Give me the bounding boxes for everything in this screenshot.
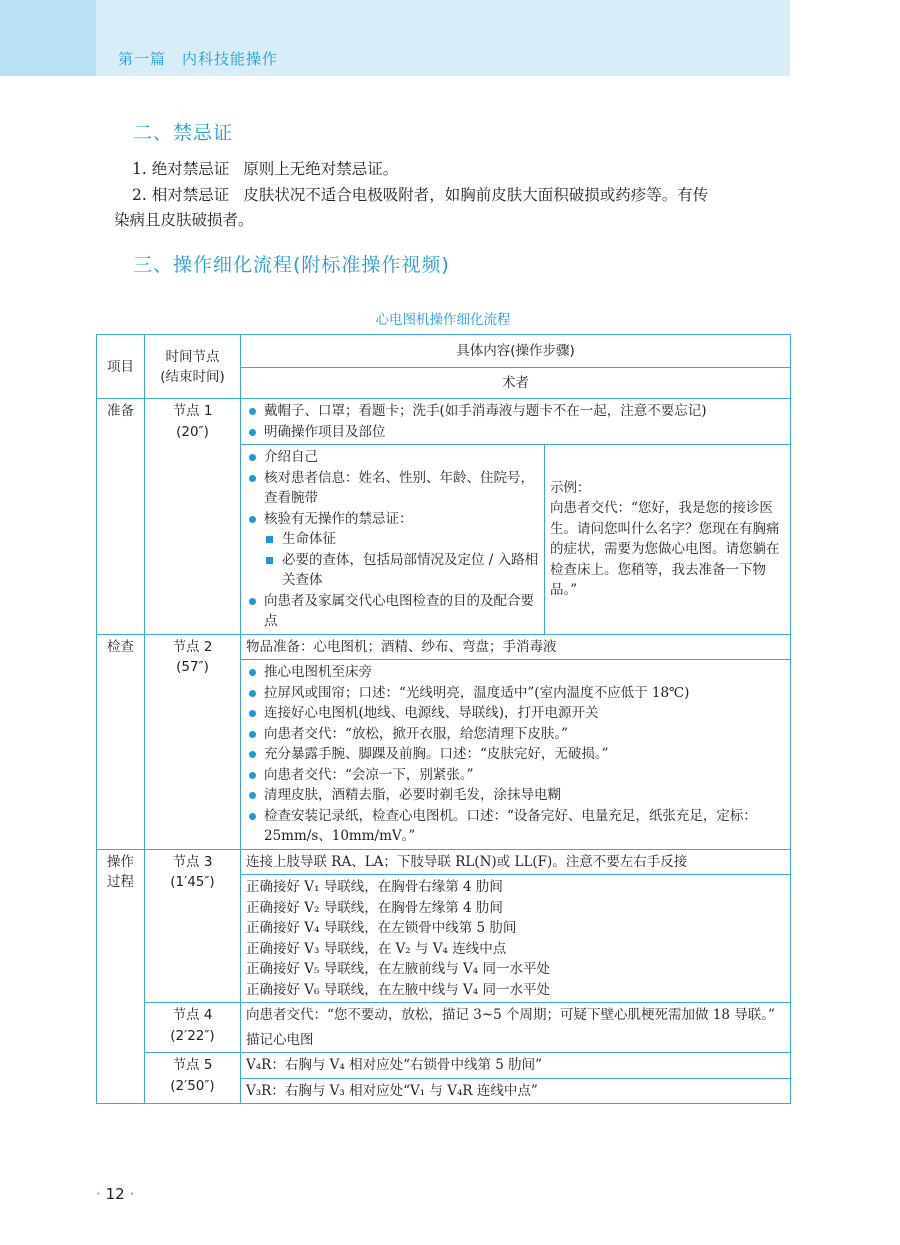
cell-prep-block2 bbox=[241, 445, 545, 635]
node-3-label: 节点 3 bbox=[172, 853, 213, 870]
page-dot-right: · bbox=[129, 1185, 135, 1203]
example-label: 示例： bbox=[550, 479, 591, 496]
list-item: 向患者及家属交代心电图检查的目的及配合要点 bbox=[246, 591, 539, 632]
table-row bbox=[97, 849, 791, 875]
prep-block2-last bbox=[246, 591, 539, 632]
chest-lead-line: 正确接好 V₂ 导联线，在胸骨左缘第 4 肋间 bbox=[246, 899, 503, 916]
prep-block2-list bbox=[246, 447, 539, 529]
chest-lead-line: 正确接好 V₆ 导联线，在左腋中线与 V₄ 同一水平处 bbox=[246, 981, 550, 998]
header-node-sub: (结束时间) bbox=[160, 368, 225, 385]
running-header: 第一篇 内科技能操作 bbox=[118, 50, 279, 68]
list-item: 介绍自己 bbox=[246, 447, 539, 468]
cell-limb-leads: 连接上肢导联 RA、LA；下肢导联 RL(N)或 LL(F)。注意不要左右手反接 bbox=[241, 849, 791, 875]
header-content: 具体内容(操作步骤) bbox=[241, 335, 791, 368]
process-label-1: 操作 bbox=[107, 853, 134, 870]
chest-lead-line: 正确接好 V₁ 导联线，在胸骨右缘第 4 肋间 bbox=[246, 879, 503, 895]
process-label-2: 过程 bbox=[107, 874, 134, 890]
list-item: 拉屏风或围帘；口述：“光线明亮，温度适中”(室内温度不应低于 18℃) bbox=[246, 683, 785, 704]
list-item: 连接好心电图机(地线、电源线、导联线)，打开电源开关 bbox=[246, 703, 785, 724]
cell-node4-text1: 向患者交代：“您不要动，放松，描记 3~5 个周期；可疑下壁心肌梗死需加做 18 导联。” bbox=[241, 1003, 791, 1028]
check-steps-list bbox=[246, 662, 785, 847]
cell-item-check: 检查 bbox=[97, 634, 145, 849]
header-node bbox=[145, 335, 241, 399]
cell-prep-block1 bbox=[241, 399, 791, 445]
chest-lead-line: 正确接好 V₅ 导联线，在左腋前线与 V₄ 同一水平处 bbox=[246, 961, 550, 977]
cell-node-1 bbox=[145, 399, 241, 635]
label-relative: 2. 相对禁忌证 bbox=[132, 186, 230, 204]
cell-node5-text1: V₄R：右胸与 V₄ 相对应处“右锁骨中线第 5 肋间” bbox=[241, 1053, 791, 1079]
list-item: 推心电图机至床旁 bbox=[246, 662, 785, 683]
list-item: 充分暴露手腕、脚踝及前胸。口述：“皮肤完好，无破损。” bbox=[246, 744, 785, 765]
list-item: 核验有无操作的禁忌证： bbox=[246, 509, 539, 530]
page-dot-left: · bbox=[96, 1185, 101, 1203]
cell-supplies: 物品准备：心电图机；酒精、纱布、弯盘；手消毒液 bbox=[241, 634, 791, 660]
page-number-value: 12 bbox=[105, 1185, 125, 1203]
cell-node-2 bbox=[145, 634, 241, 849]
cell-prep-example bbox=[545, 445, 791, 635]
section-heading-contraindications: 二、禁忌证 bbox=[133, 122, 234, 144]
cell-node-4 bbox=[145, 1003, 241, 1053]
paragraph-absolute bbox=[132, 157, 792, 182]
table-title: 心电图机操作细化流程 bbox=[375, 312, 511, 328]
label-absolute: 1. 绝对禁忌证 bbox=[132, 160, 230, 178]
table-row bbox=[97, 399, 791, 445]
node-2-time: (57″) bbox=[176, 659, 209, 675]
header-node-label: 时间节点 bbox=[165, 348, 220, 365]
cell-chest-leads bbox=[241, 875, 791, 1003]
header-item: 项目 bbox=[97, 335, 145, 399]
header-operator: 术者 bbox=[241, 368, 791, 399]
list-item: 明确操作项目及部位 bbox=[246, 422, 785, 443]
node-3-time: (1′45″) bbox=[170, 874, 215, 890]
node-4-label: 节点 4 bbox=[172, 1007, 213, 1023]
cell-node5-text2: V₃R：右胸与 V₃ 相对应处“V₁ 与 V₄R 连线中点” bbox=[241, 1078, 791, 1104]
list-item: 生命体征 bbox=[264, 529, 539, 550]
node-1-time: (20″) bbox=[176, 423, 209, 440]
cell-node-5 bbox=[145, 1053, 241, 1104]
list-item: 检查安装记录纸，检查心电图机。口述：“设备完好、电量充足，纸张充足，定标：25mm/s、10mm/mV。” bbox=[246, 806, 785, 847]
table-header-row bbox=[97, 335, 791, 368]
cell-item-process bbox=[97, 849, 145, 1104]
list-item: 必要的查体，包括局部情况及定位 / 入路相关查体 bbox=[264, 550, 539, 591]
node-5-time: (2′50″) bbox=[170, 1077, 215, 1094]
node-5-label: 节点 5 bbox=[172, 1057, 213, 1073]
prep-sub-list bbox=[246, 529, 539, 591]
prep-block1-list bbox=[246, 401, 785, 442]
chest-lead-line: 正确接好 V₄ 导联线，在左锁骨中线第 5 肋间 bbox=[246, 920, 517, 936]
list-item: 向患者交代：“会凉一下，别紧张。” bbox=[246, 765, 785, 786]
table-row bbox=[97, 634, 791, 660]
section-heading-procedure: 三、操作细化流程(附标准操作视频) bbox=[133, 254, 450, 276]
page-number bbox=[96, 1185, 134, 1203]
chest-lead-line: 正确接好 V₃ 导联线，在 V₂ 与 V₄ 连线中点 bbox=[246, 940, 507, 957]
procedure-table bbox=[96, 334, 791, 1104]
list-item: 清理皮肤，酒精去脂，必要时剃毛发，涂抹导电糊 bbox=[246, 785, 785, 806]
list-item: 向患者交代：“放松，掀开衣服，给您清理下皮肤。” bbox=[246, 724, 785, 745]
node-4-time: (2′22″) bbox=[170, 1027, 215, 1044]
header-tab bbox=[0, 0, 96, 76]
node-1-label: 节点 1 bbox=[172, 403, 213, 419]
cell-check-steps bbox=[241, 660, 791, 850]
node-2-label: 节点 2 bbox=[172, 638, 213, 655]
text-absolute: 原则上无绝对禁忌证。 bbox=[243, 160, 399, 178]
cell-item-prep: 准备 bbox=[97, 399, 145, 635]
table-row bbox=[97, 1053, 791, 1079]
paragraph-relative-cont: 染病且皮肤破损者。 bbox=[114, 211, 254, 229]
cell-node-3 bbox=[145, 849, 241, 1003]
paragraph-relative bbox=[132, 183, 792, 208]
list-item: 核对患者信息：姓名、性别、年龄、住院号，查看腕带 bbox=[246, 468, 539, 509]
cell-node4-text2: 描记心电图 bbox=[241, 1028, 791, 1053]
text-relative: 皮肤状况不适合电极吸附者，如胸前皮肤大面积破损或药疹等。有传 bbox=[243, 186, 709, 204]
example-text: 向患者交代：“您好，我是您的接诊医生。请问您叫什么名字？您现在有胸痛的症状，需要为您做心电图。请您躺在检查床上。您稍等，我去准备一下物品。” bbox=[550, 500, 780, 599]
list-item: 戴帽子、口罩；看题卡；洗手(如手消毒液与题卡不在一起，注意不要忘记) bbox=[246, 401, 785, 422]
table-row bbox=[97, 1003, 791, 1028]
